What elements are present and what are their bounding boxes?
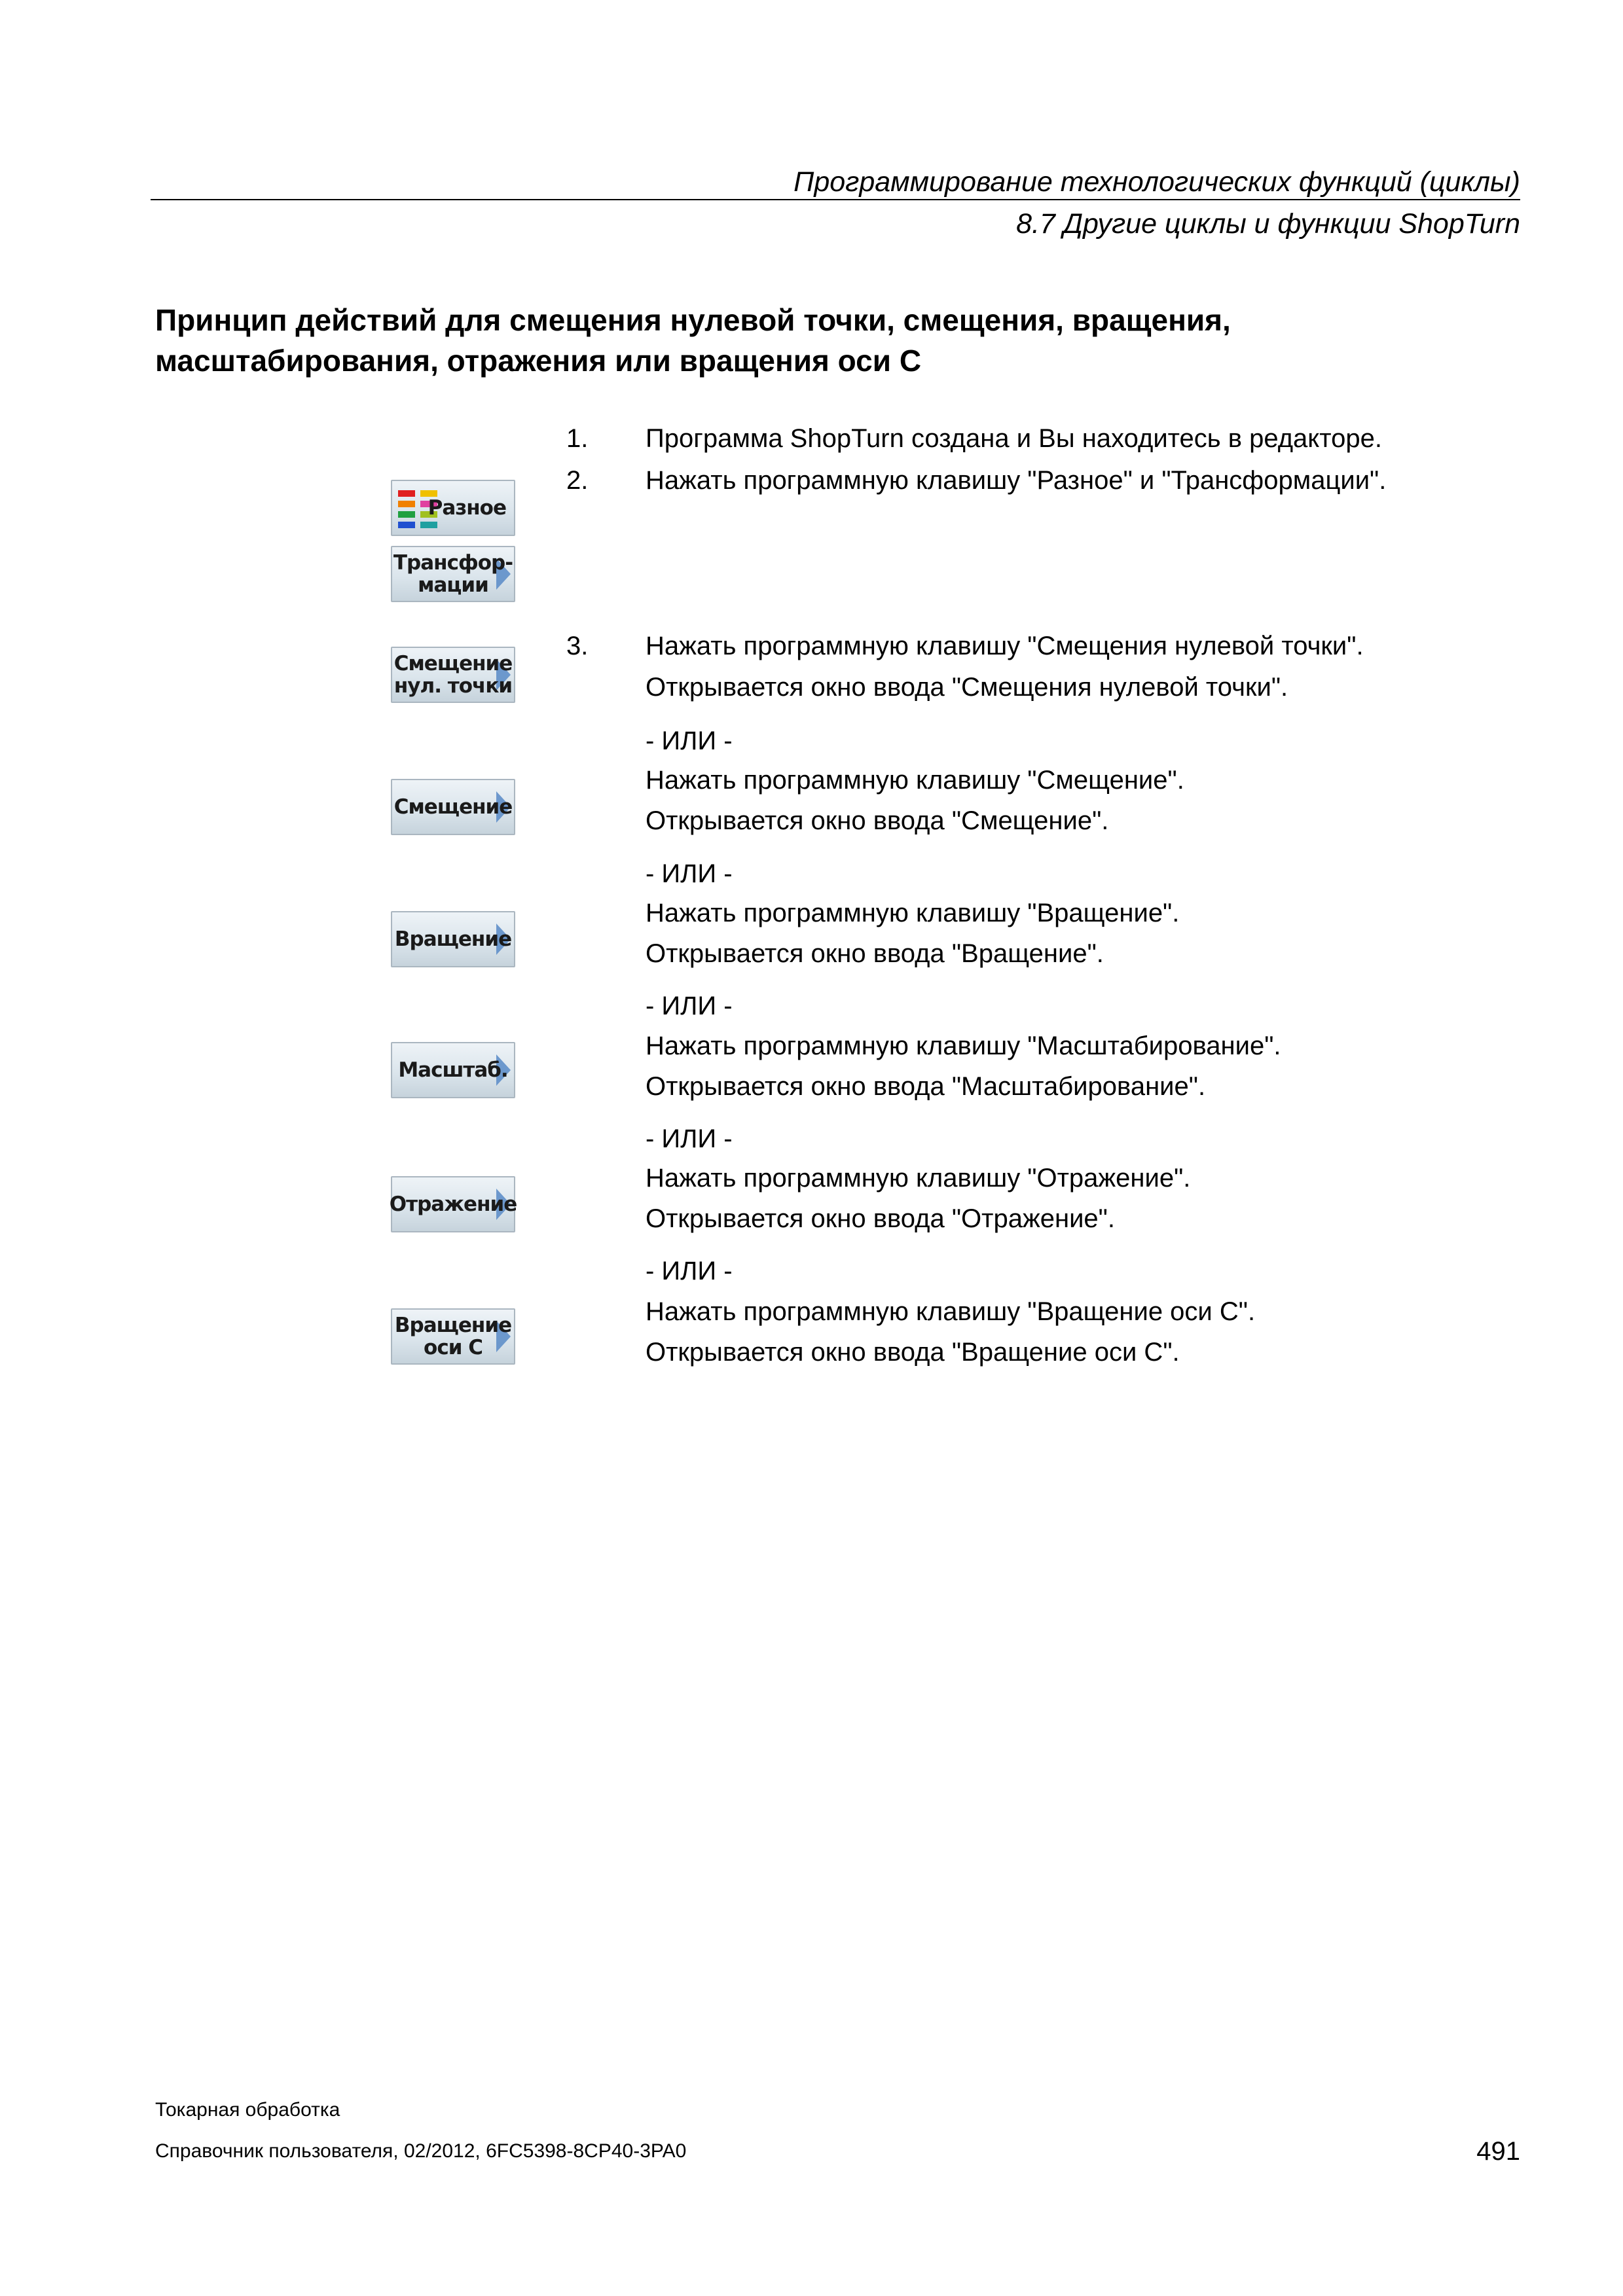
or-separator: - ИЛИ - <box>646 1124 733 1153</box>
page-number: 491 <box>1476 2137 1520 2166</box>
softkey-zero-offset-label: Смещение нул. точки <box>393 652 513 698</box>
softkey-misc-label: Разное <box>428 496 506 520</box>
step-3-result: Открывается окно ввода "Смещения нулевой точки". <box>646 673 1288 702</box>
offset-step-result: Открывается окно ввода "Смещение". <box>646 806 1109 835</box>
step-3-text: Нажать программную клавишу "Смещения нулевой точки". <box>646 632 1364 660</box>
softkey-c-axis-rotation-label: Вращение оси С <box>394 1314 512 1359</box>
softkey-mirror[interactable] <box>391 1176 515 1232</box>
softkey-scaling-label: Масштаб. <box>398 1058 508 1082</box>
step-2-text: Нажать программную клавишу "Разное" и "Трансформации". <box>646 466 1387 495</box>
c-axis-step-result: Открывается окно ввода "Вращение оси С". <box>646 1338 1180 1367</box>
section-title: Принцип действий для смещения нулевой точки, смещения, вращения, масштабирования, отражения или вращения оси С <box>155 303 1231 378</box>
softkey-rotation[interactable] <box>391 911 515 967</box>
softkey-misc[interactable] <box>391 480 515 536</box>
section-header: 8.7 Другие циклы и функции ShopTurn <box>1016 208 1520 240</box>
softkey-offset[interactable] <box>391 779 515 835</box>
or-separator: - ИЛИ - <box>646 859 733 888</box>
scaling-step-result: Открывается окно ввода "Масштабирование". <box>646 1072 1206 1101</box>
softkey-transformations[interactable] <box>391 546 515 602</box>
softkey-rotation-label: Вращение <box>394 927 512 951</box>
footer-manual-info: Справочник пользователя, 02/2012, 6FC5398-8CP40-3PA0 <box>155 2140 687 2162</box>
or-separator: - ИЛИ - <box>646 1257 733 1285</box>
c-axis-step-text: Нажать программную клавишу "Вращение оси С". <box>646 1297 1256 1326</box>
step-1-number: 1. <box>566 424 589 453</box>
softkey-transformations-label: Трансфор- мации <box>393 551 513 597</box>
softkey-c-axis-rotation[interactable] <box>391 1308 515 1365</box>
step-1-text: Программа ShopTurn создана и Вы находитесь в редакторе. <box>646 424 1382 453</box>
step-2-number: 2. <box>566 466 589 495</box>
chapter-header: Программирование технологических функций (циклы) <box>793 166 1520 198</box>
rotation-step-result: Открывается окно ввода "Вращение". <box>646 939 1104 968</box>
softkey-scaling[interactable] <box>391 1042 515 1098</box>
mirror-step-result: Открывается окно ввода "Отражение". <box>646 1204 1115 1233</box>
header-rule <box>151 199 1520 200</box>
rotation-step-text: Нажать программную клавишу "Вращение". <box>646 899 1180 927</box>
mirror-step-text: Нажать программную клавишу "Отражение". <box>646 1164 1191 1193</box>
softkey-zero-offset[interactable] <box>391 647 515 703</box>
softkey-offset-label: Смещение <box>393 795 513 819</box>
offset-step-text: Нажать программную клавишу "Смещение". <box>646 766 1184 795</box>
scaling-step-text: Нажать программную клавишу "Масштабирование". <box>646 1031 1281 1060</box>
footer-book-title: Токарная обработка <box>155 2099 340 2121</box>
or-separator: - ИЛИ - <box>646 726 733 755</box>
or-separator: - ИЛИ - <box>646 992 733 1020</box>
softkey-mirror-label: Отражение <box>389 1193 517 1216</box>
step-3-number: 3. <box>566 632 589 660</box>
